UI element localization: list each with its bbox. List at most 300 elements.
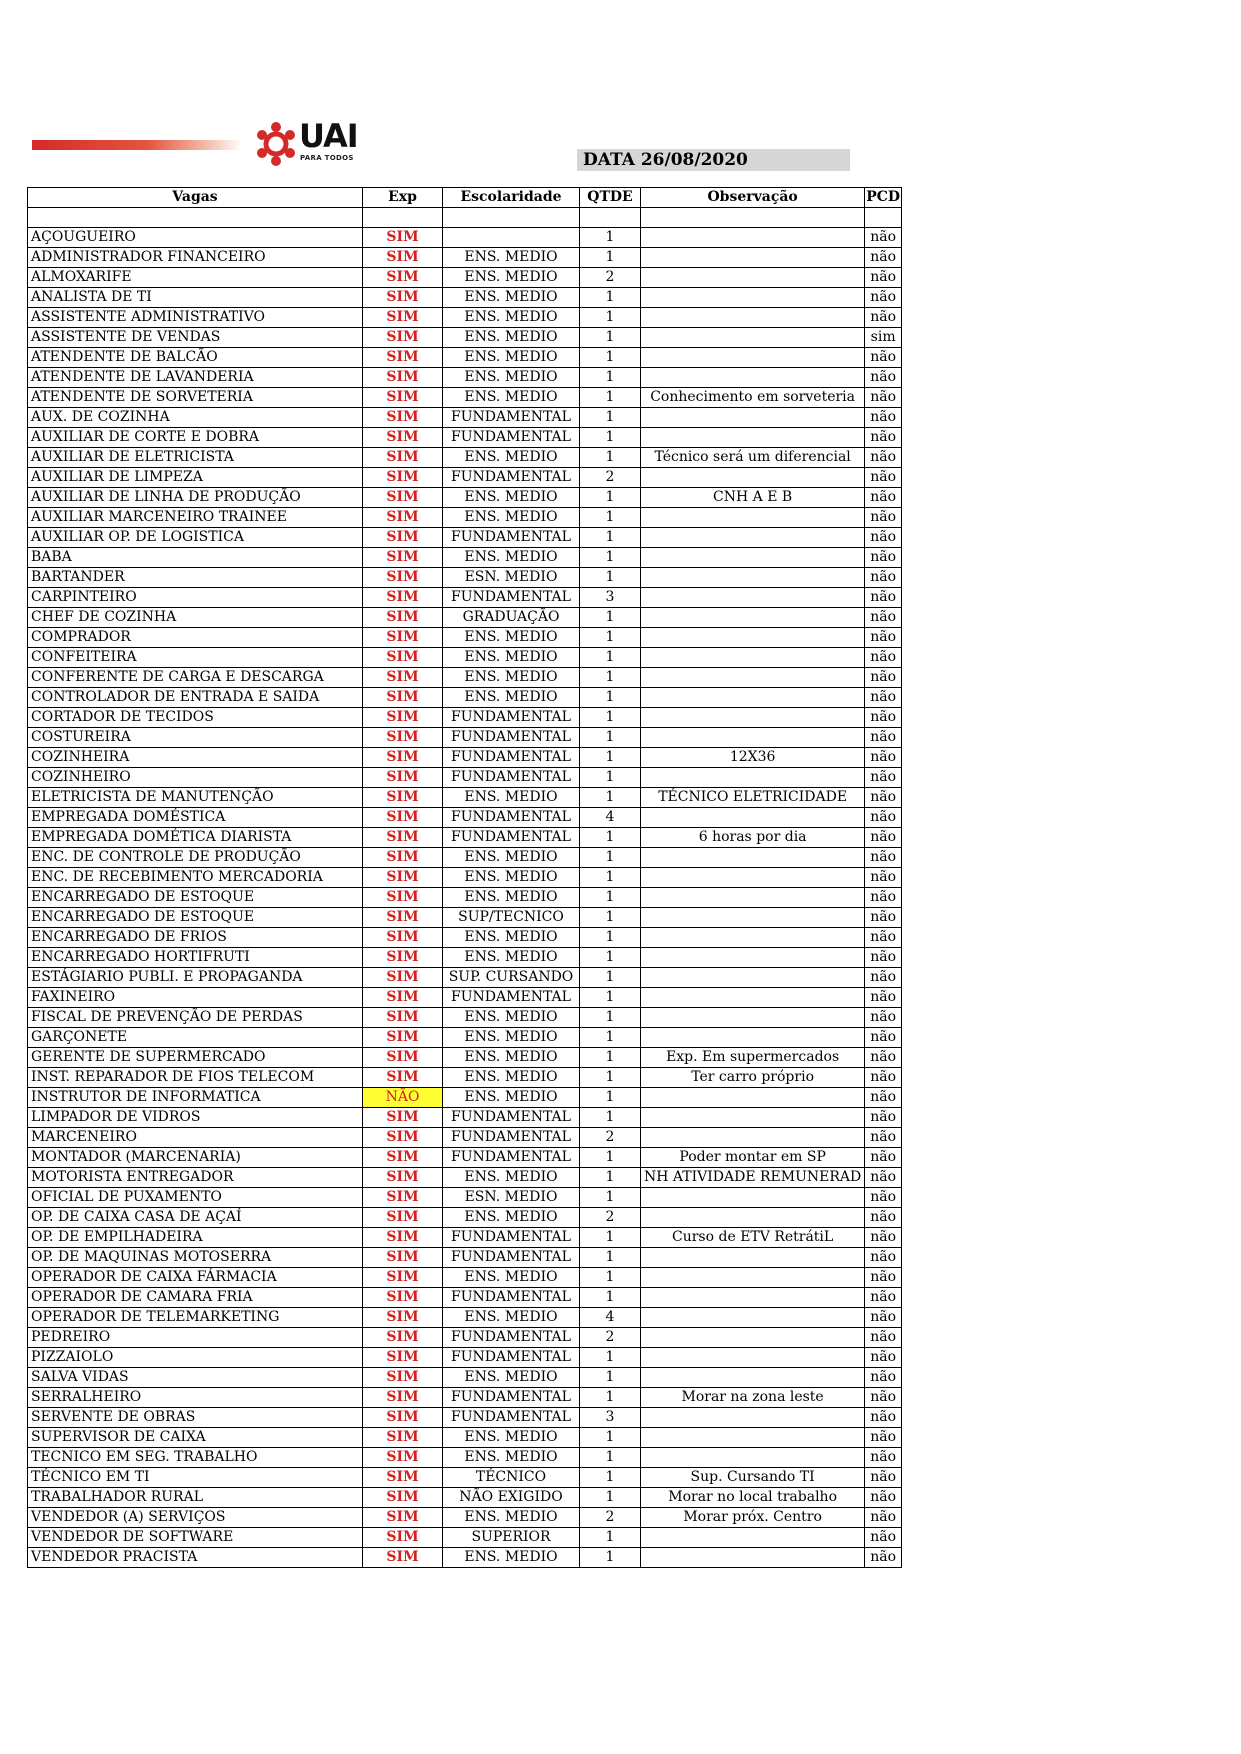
cell-observacao: 6 horas por dia [641, 827, 865, 847]
cell-pcd: não [865, 1107, 902, 1127]
cell-exp: SIM [363, 787, 443, 807]
cell-escolaridade: FUNDAMENTAL [443, 1347, 580, 1367]
cell-exp: SIM [363, 887, 443, 907]
cell-escolaridade: FUNDAMENTAL [443, 407, 580, 427]
cell-escolaridade: ENS. MEDIO [443, 347, 580, 367]
cell-observacao [641, 367, 865, 387]
table-row [28, 1007, 902, 1027]
cell-observacao: TÉCNICO ELETRICIDADE [641, 787, 865, 807]
cell-qtde: 1 [580, 647, 641, 667]
cell-qtde: 1 [580, 327, 641, 347]
table-row [28, 1087, 902, 1107]
cell-escolaridade: ENS. MEDIO [443, 247, 580, 267]
cell-pcd: não [865, 567, 902, 587]
table-row [28, 1167, 902, 1187]
column-header-vagas: Vagas [28, 188, 363, 208]
cell-observacao: Morar na zona leste [641, 1387, 865, 1407]
cell-vaga: ENC. DE RECEBIMENTO MERCADORIA [28, 867, 363, 887]
logo-text: UAI [299, 117, 358, 155]
cell-escolaridade [443, 227, 580, 247]
cell-vaga: CONFERENTE DE CARGA E DESCARGA [28, 667, 363, 687]
cell-qtde: 1 [580, 247, 641, 267]
cell-qtde: 1 [580, 1027, 641, 1047]
table-row [28, 307, 902, 327]
cell-vaga: OPERADOR DE CAMARA FRIA [28, 1287, 363, 1307]
cell-observacao [641, 1367, 865, 1387]
cell-escolaridade: ENS. MEDIO [443, 927, 580, 947]
cell-escolaridade: ENS. MEDIO [443, 887, 580, 907]
cell-pcd: não [865, 227, 902, 247]
column-header-observacao: Observação [641, 188, 865, 208]
cell-qtde: 1 [580, 367, 641, 387]
cell-exp: SIM [363, 1047, 443, 1067]
cell-pcd: não [865, 587, 902, 607]
table-row [28, 1407, 902, 1427]
cell-pcd: não [865, 987, 902, 1007]
cell-pcd: não [865, 1467, 902, 1487]
cell-exp: SIM [363, 1067, 443, 1087]
cell-exp: SIM [363, 827, 443, 847]
cell-pcd: não [865, 1027, 902, 1047]
cell-escolaridade: NÃO EXIGIDO [443, 1487, 580, 1507]
cell-qtde: 1 [580, 1447, 641, 1467]
cell-exp: SIM [363, 1527, 443, 1547]
cell-escolaridade: ENS. MEDIO [443, 867, 580, 887]
table-row [28, 767, 902, 787]
cell-escolaridade: ENS. MEDIO [443, 1167, 580, 1187]
cell-observacao: CNH A E B [641, 487, 865, 507]
cell-qtde: 1 [580, 1047, 641, 1067]
cell-escolaridade: ENS. MEDIO [443, 1367, 580, 1387]
cell-escolaridade: ENS. MEDIO [443, 507, 580, 527]
cell-observacao: Morar próx. Centro [641, 1507, 865, 1527]
cell-observacao [641, 1027, 865, 1047]
table-row [28, 407, 902, 427]
cell-observacao: Conhecimento em sorveteria [641, 387, 865, 407]
cell-escolaridade: FUNDAMENTAL [443, 587, 580, 607]
cell-observacao [641, 427, 865, 447]
cell-vaga: LIMPADOR DE VIDROS [28, 1107, 363, 1127]
cell-exp: SIM [363, 1147, 443, 1167]
table-row [28, 1467, 902, 1487]
cell-qtde: 1 [580, 487, 641, 507]
table-row [28, 1327, 902, 1347]
cell-exp: SIM [363, 527, 443, 547]
cell-qtde: 1 [580, 667, 641, 687]
table-row [28, 1207, 902, 1227]
cell-vaga: OP. DE MAQUINAS MOTOSERRA [28, 1247, 363, 1267]
table-row [28, 567, 902, 587]
cell-exp: SIM [363, 1387, 443, 1407]
table-row [28, 667, 902, 687]
cell-qtde: 1 [580, 1247, 641, 1267]
cell-pcd: não [865, 1487, 902, 1507]
cell-vaga: ATENDENTE DE SORVETERIA [28, 387, 363, 407]
cell-observacao [641, 647, 865, 667]
cell-observacao [641, 287, 865, 307]
cell-escolaridade: FUNDAMENTAL [443, 1147, 580, 1167]
table-row [28, 1547, 902, 1567]
cell-escolaridade: FUNDAMENTAL [443, 827, 580, 847]
cell-exp: SIM [363, 967, 443, 987]
cell-pcd: não [865, 1207, 902, 1227]
cell-qtde: 2 [580, 1127, 641, 1147]
cell-exp: SIM [363, 1207, 443, 1227]
cell-exp: SIM [363, 947, 443, 967]
cell-escolaridade: FUNDAMENTAL [443, 527, 580, 547]
cell-escolaridade: ENS. MEDIO [443, 1027, 580, 1047]
cell-pcd: não [865, 367, 902, 387]
cell-observacao [641, 567, 865, 587]
cell-vaga: OP. DE EMPILHADEIRA [28, 1227, 363, 1247]
cell-pcd: não [865, 347, 902, 367]
cell-vaga: AUXILIAR DE LINHA DE PRODUÇÃO [28, 487, 363, 507]
cell-pcd: não [865, 487, 902, 507]
cell-pcd: não [865, 607, 902, 627]
cell-exp: SIM [363, 1307, 443, 1327]
cell-observacao [641, 347, 865, 367]
cell-escolaridade: ESN. MEDIO [443, 567, 580, 587]
cell-vaga: GARÇONETE [28, 1027, 363, 1047]
cell-exp: SIM [363, 1367, 443, 1387]
cell-exp: SIM [363, 627, 443, 647]
table-row [28, 1447, 902, 1467]
cell-vaga: ENCARREGADO DE ESTOQUE [28, 887, 363, 907]
cell-qtde: 2 [580, 1207, 641, 1227]
cell-escolaridade: ENS. MEDIO [443, 1047, 580, 1067]
cell-qtde: 1 [580, 687, 641, 707]
cell-observacao [641, 307, 865, 327]
table-row [28, 987, 902, 1007]
cell-pcd: não [865, 467, 902, 487]
cell-observacao [641, 1187, 865, 1207]
cell-vaga: ELETRICISTA DE MANUTENÇÃO [28, 787, 363, 807]
cell-escolaridade: FUNDAMENTAL [443, 767, 580, 787]
blank-cell [580, 208, 641, 228]
cell-exp: SIM [363, 867, 443, 887]
cell-escolaridade: ENS. MEDIO [443, 1427, 580, 1447]
table-row [28, 1027, 902, 1047]
cell-exp: SIM [363, 1447, 443, 1467]
cell-escolaridade: FUNDAMENTAL [443, 727, 580, 747]
cell-observacao [641, 727, 865, 747]
table-row [28, 1507, 902, 1527]
cell-exp: SIM [363, 767, 443, 787]
cell-qtde: 1 [580, 707, 641, 727]
table-body [28, 208, 902, 1568]
cell-vaga: AÇOUGUEIRO [28, 227, 363, 247]
cell-vaga: ENC. DE CONTROLE DE PRODUÇÃO [28, 847, 363, 867]
cell-pcd: não [865, 1227, 902, 1247]
cell-exp: SIM [363, 667, 443, 687]
table-row [28, 1127, 902, 1147]
cell-observacao: Técnico será um diferencial [641, 447, 865, 467]
cell-vaga: ASSISTENTE DE VENDAS [28, 327, 363, 347]
table-row [28, 747, 902, 767]
cell-pcd: não [865, 927, 902, 947]
cell-escolaridade: FUNDAMENTAL [443, 1407, 580, 1427]
cell-pcd: não [865, 807, 902, 827]
cell-observacao [641, 407, 865, 427]
cell-observacao [641, 1447, 865, 1467]
cell-pcd: não [865, 1267, 902, 1287]
cell-pcd: não [865, 547, 902, 567]
cell-exp: SIM [363, 1167, 443, 1187]
cell-exp: SIM [363, 607, 443, 627]
cell-pcd: não [865, 687, 902, 707]
cell-pcd: não [865, 1127, 902, 1147]
cell-pcd: não [865, 847, 902, 867]
cell-vaga: TRABALHADOR RURAL [28, 1487, 363, 1507]
cell-escolaridade: ENS. MEDIO [443, 1447, 580, 1467]
cell-exp: SIM [363, 1187, 443, 1207]
cell-pcd: não [865, 1087, 902, 1107]
table-row [28, 787, 902, 807]
cell-pcd: não [865, 1407, 902, 1427]
table-row [28, 587, 902, 607]
cell-observacao [641, 847, 865, 867]
cell-qtde: 1 [580, 1527, 641, 1547]
cell-escolaridade: ENS. MEDIO [443, 687, 580, 707]
cell-observacao: Ter carro próprio [641, 1067, 865, 1087]
cell-vaga: CARPINTEIRO [28, 587, 363, 607]
cell-qtde: 1 [580, 527, 641, 547]
table-row-blank [28, 208, 902, 228]
cell-pcd: não [865, 1287, 902, 1307]
cell-exp: SIM [363, 1427, 443, 1447]
cell-escolaridade: ENS. MEDIO [443, 487, 580, 507]
blank-cell [865, 208, 902, 228]
cell-exp: SIM [363, 1487, 443, 1507]
cell-vaga: BARTANDER [28, 567, 363, 587]
table-row [28, 1367, 902, 1387]
table-row [28, 687, 902, 707]
cell-exp: SIM [363, 1027, 443, 1047]
table-row [28, 907, 902, 927]
cell-pcd: não [865, 727, 902, 747]
cell-pcd: não [865, 1067, 902, 1087]
cell-qtde: 1 [580, 767, 641, 787]
cell-observacao [641, 587, 865, 607]
table-row [28, 1047, 902, 1067]
cell-qtde: 1 [580, 1367, 641, 1387]
cell-observacao [641, 887, 865, 907]
cell-qtde: 1 [580, 967, 641, 987]
cell-observacao [641, 1307, 865, 1327]
table-row [28, 547, 902, 567]
cell-exp: SIM [363, 1467, 443, 1487]
table-row [28, 807, 902, 827]
cell-vaga: FISCAL DE PREVENÇÃO DE PERDAS [28, 1007, 363, 1027]
cell-observacao [641, 1527, 865, 1547]
cell-qtde: 1 [580, 747, 641, 767]
cell-escolaridade: SUPERIOR [443, 1527, 580, 1547]
cell-pcd: não [865, 1007, 902, 1027]
table-row [28, 1307, 902, 1327]
cell-escolaridade: FUNDAMENTAL [443, 747, 580, 767]
cell-pcd: não [865, 287, 902, 307]
cell-exp: SIM [363, 647, 443, 667]
cell-vaga: EMPREGADA DOMÉSTICA [28, 807, 363, 827]
cell-exp: SIM [363, 327, 443, 347]
cell-observacao [641, 1547, 865, 1567]
table-row [28, 967, 902, 987]
cell-observacao [641, 967, 865, 987]
cell-escolaridade: ENS. MEDIO [443, 307, 580, 327]
cell-vaga: EMPREGADA DOMÉTICA DIARISTA [28, 827, 363, 847]
cell-qtde: 2 [580, 267, 641, 287]
uai-logo [254, 117, 364, 171]
cell-exp: SIM [363, 467, 443, 487]
cell-escolaridade: FUNDAMENTAL [443, 807, 580, 827]
cell-exp: SIM [363, 747, 443, 767]
column-header-pcd: PCD [865, 188, 902, 208]
cell-exp: SIM [363, 1247, 443, 1267]
cell-escolaridade: ENS. MEDIO [443, 1267, 580, 1287]
cell-observacao [641, 1127, 865, 1147]
cell-qtde: 1 [580, 987, 641, 1007]
table-row [28, 1287, 902, 1307]
cell-escolaridade: ENS. MEDIO [443, 387, 580, 407]
cell-pcd: não [865, 747, 902, 767]
cell-exp: SIM [363, 347, 443, 367]
cell-vaga: ENCARREGADO HORTIFRUTI [28, 947, 363, 967]
table-row [28, 1187, 902, 1207]
vacancies-table [27, 187, 902, 1568]
table-row [28, 887, 902, 907]
cell-qtde: 1 [580, 227, 641, 247]
cell-exp: SIM [363, 707, 443, 727]
cell-escolaridade: GRADUAÇÃO [443, 607, 580, 627]
cell-vaga: OPERADOR DE TELEMARKETING [28, 1307, 363, 1327]
table-row [28, 1487, 902, 1507]
cell-qtde: 1 [580, 1107, 641, 1127]
table-row [28, 947, 902, 967]
table-row [28, 1147, 902, 1167]
cell-pcd: não [865, 667, 902, 687]
cell-escolaridade: FUNDAMENTAL [443, 1127, 580, 1147]
cell-exp: SIM [363, 507, 443, 527]
table-row [28, 287, 902, 307]
cell-escolaridade: FUNDAMENTAL [443, 1227, 580, 1247]
cell-pcd: não [865, 967, 902, 987]
uai-logo-icon [254, 121, 298, 167]
cell-exp: SIM [363, 727, 443, 747]
cell-observacao [641, 667, 865, 687]
cell-qtde: 1 [580, 1167, 641, 1187]
cell-vaga: ANALISTA DE TI [28, 287, 363, 307]
cell-qtde: 1 [580, 847, 641, 867]
cell-qtde: 1 [580, 1387, 641, 1407]
cell-qtde: 1 [580, 387, 641, 407]
cell-exp: SIM [363, 387, 443, 407]
cell-pcd: não [865, 1307, 902, 1327]
cell-pcd: não [865, 887, 902, 907]
cell-pcd: não [865, 707, 902, 727]
cell-exp: SIM [363, 587, 443, 607]
cell-qtde: 1 [580, 787, 641, 807]
cell-observacao [641, 1347, 865, 1367]
cell-escolaridade: ENS. MEDIO [443, 287, 580, 307]
cell-pcd: não [865, 1147, 902, 1167]
cell-pcd: não [865, 1187, 902, 1207]
cell-vaga: INSTRUTOR DE INFORMATICA [28, 1087, 363, 1107]
cell-pcd: não [865, 247, 902, 267]
cell-qtde: 1 [580, 567, 641, 587]
cell-qtde: 1 [580, 347, 641, 367]
cell-vaga: FAXINEIRO [28, 987, 363, 1007]
cell-escolaridade: ENS. MEDIO [443, 1507, 580, 1527]
cell-pcd: não [865, 1507, 902, 1527]
cell-vaga: PIZZAIOLO [28, 1347, 363, 1367]
cell-observacao [641, 627, 865, 647]
table-row [28, 927, 902, 947]
table-header-row [28, 188, 902, 208]
cell-vaga: PEDREIRO [28, 1327, 363, 1347]
cell-exp: SIM [363, 1227, 443, 1247]
cell-qtde: 1 [580, 867, 641, 887]
cell-observacao [641, 1007, 865, 1027]
cell-qtde: 1 [580, 287, 641, 307]
cell-exp: SIM [363, 1507, 443, 1527]
cell-observacao: Morar no local trabalho [641, 1487, 865, 1507]
cell-exp: SIM [363, 927, 443, 947]
cell-qtde: 1 [580, 1187, 641, 1207]
table-row [28, 1107, 902, 1127]
cell-pcd: não [865, 1167, 902, 1187]
cell-escolaridade: FUNDAMENTAL [443, 707, 580, 727]
cell-qtde: 1 [580, 927, 641, 947]
cell-pcd: não [865, 1427, 902, 1447]
cell-exp: SIM [363, 1127, 443, 1147]
table-row [28, 327, 902, 347]
cell-observacao: Curso de ETV RetrátiL [641, 1227, 865, 1247]
cell-pcd: não [865, 1247, 902, 1267]
table-row [28, 627, 902, 647]
cell-vaga: AUXILIAR DE ELETRICISTA [28, 447, 363, 467]
table-row [28, 527, 902, 547]
cell-escolaridade: ENS. MEDIO [443, 447, 580, 467]
cell-vaga: TÉCNICO EM TI [28, 1467, 363, 1487]
cell-escolaridade: FUNDAMENTAL [443, 467, 580, 487]
cell-exp: SIM [363, 1007, 443, 1027]
cell-qtde: 2 [580, 1327, 641, 1347]
cell-observacao [641, 1087, 865, 1107]
cell-exp: SIM [363, 447, 443, 467]
cell-escolaridade: ENS. MEDIO [443, 627, 580, 647]
cell-vaga: BABA [28, 547, 363, 567]
cell-pcd: não [865, 907, 902, 927]
cell-observacao [641, 867, 865, 887]
table-row [28, 227, 902, 247]
table-row [28, 367, 902, 387]
cell-pcd: não [865, 1047, 902, 1067]
cell-observacao: Poder montar em SP [641, 1147, 865, 1167]
cell-pcd: não [865, 1347, 902, 1367]
cell-pcd: não [865, 447, 902, 467]
cell-pcd: não [865, 1367, 902, 1387]
cell-exp: SIM [363, 227, 443, 247]
cell-observacao [641, 1327, 865, 1347]
cell-escolaridade: FUNDAMENTAL [443, 1387, 580, 1407]
cell-vaga: CONTROLADOR DE ENTRADA E SAIDA [28, 687, 363, 707]
blank-cell [363, 208, 443, 228]
table-row [28, 1347, 902, 1367]
cell-exp: SIM [363, 307, 443, 327]
cell-pcd: não [865, 827, 902, 847]
cell-escolaridade: SUP/TECNICO [443, 907, 580, 927]
cell-vaga: GERENTE DE SUPERMERCADO [28, 1047, 363, 1067]
